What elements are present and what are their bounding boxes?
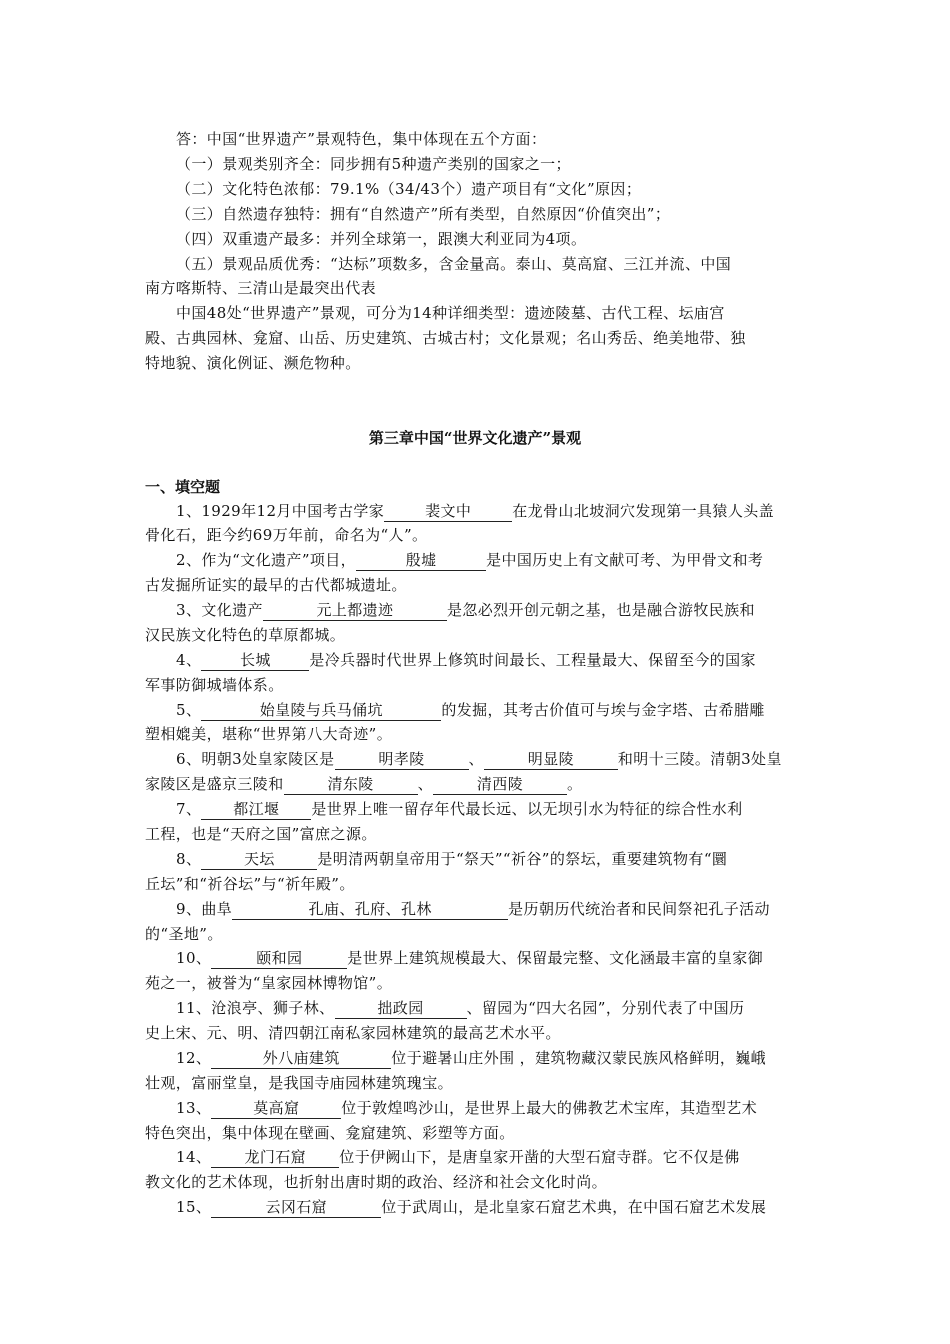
answer-point-3: （三）自然遗存独特：拥有“自然遗产”所有类型，自然原因“价值突出”；: [176, 205, 671, 223]
question-3: 3、文化遗产 元上都遗迹 是忽必烈开创元朝之基，也是融合游牧民族和: [176, 601, 755, 619]
answer-blank: 都江堰: [201, 800, 311, 820]
question-11-cont: 史上宋、元、明、清四朝江南私家园林建筑的最高艺术水平。: [145, 1024, 561, 1042]
question-8-cont: 丘坛”和“祈谷坛”与“祈年殿”。: [145, 875, 355, 893]
question-6-cont: 家陵区是盛京三陵和 清东陵 、 清西陵 。: [145, 775, 583, 793]
answer-point-1: （一）景观类别齐全：同步拥有5种遗产类别的国家之一；: [176, 155, 571, 173]
question-6: 6、明朝3处皇家陵区是 明孝陵 、 明显陵 和明十三陵。清朝3处皇: [176, 750, 782, 768]
question-7: 7、 都江堰 是世界上唯一留存年代最长远、以无坝引水为特征的综合性水利: [176, 800, 743, 818]
chapter-title: 第三章中国“世界文化遗产”景观: [368, 429, 582, 447]
question-8: 8、 天坛 是明清两朝皇帝用于“祭天”“祈谷”的祭坛，重要建筑物有“圜: [176, 850, 728, 868]
question-5: 5、 始皇陵与兵马俑坑 的发掘，其考古价值可与埃与金字塔、古希腊雕: [176, 701, 765, 719]
classification-paragraph-cont: 殿、古典园林、龛窟、山岳、历史建筑、古城古村；文化景观；名山秀岳、绝美地带、独: [145, 329, 746, 347]
answer-intro: 答：中国“世界遗产”景观特色，集中体现在五个方面：: [176, 130, 547, 148]
question-4: 4、 长城 是冷兵器时代世界上修筑时间最长、工程量最大、保留至今的国家: [176, 651, 756, 669]
question-4-cont: 军事防御城墙体系。: [145, 676, 284, 694]
answer-blank: 明孝陵: [335, 750, 469, 770]
question-9-cont: 的“圣地”。: [145, 925, 223, 943]
question-1: 1、1929年12月中国考古学家 裴文中 在龙骨山北坡洞穴发现第一具猿人头盖: [176, 502, 775, 520]
answer-point-5-cont: 南方喀斯特、三清山是最突出代表: [145, 279, 377, 297]
answer-blank: 殷墟: [356, 551, 486, 571]
classification-paragraph: 中国48处“世界遗产”景观，可分为14种详细类型：遗迹陵墓、古代工程、坛庙宫: [176, 304, 725, 322]
answer-point-2: （二）文化特色浓郁：79.1%（34/43个）遗产项目有“文化”原因；: [176, 180, 642, 198]
answer-blank: 外八庙建筑: [211, 1049, 391, 1069]
answer-blank: 明显陵: [484, 750, 618, 770]
question-2: 2、作为“文化遗产”项目， 殷墟 是中国历史上有文献可考、为甲骨文和考: [176, 551, 764, 569]
answer-blank: 元上都遗迹: [263, 601, 447, 621]
answer-blank: 天坛: [201, 850, 317, 870]
answer-blank: 莫高窟: [211, 1099, 341, 1119]
question-12: 12、 外八庙建筑 位于避暑山庄外围 ，建筑物藏汉蒙民族风格鲜明，巍峨: [176, 1049, 767, 1067]
answer-blank: 裴文中: [384, 502, 512, 522]
question-13: 13、 莫高窟 位于敦煌鸣沙山，是世界上最大的佛教艺术宝库，其造型艺术: [176, 1099, 758, 1117]
question-10-cont: 苑之一，被誉为“皇家园林博物馆”。: [145, 974, 393, 992]
answer-blank: 始皇陵与兵马俑坑: [201, 701, 441, 721]
question-10: 10、 颐和园 是世界上建筑规模最大、保留最完整、文化涵最丰富的皇家御: [176, 949, 764, 967]
classification-paragraph-end: 特地貌、演化例证、濒危物种。: [145, 354, 361, 372]
question-3-cont: 汉民族文化特色的草原都城。: [145, 626, 346, 644]
question-14: 14、 龙门石窟 位于伊阙山下，是唐皇家开凿的大型石窟寺群。它不仅是佛: [176, 1148, 740, 1166]
answer-point-5: （五）景观品质优秀：“达标”项数多，含金量高。泰山、莫高窟、三江并流、中国: [176, 255, 732, 273]
answer-blank: 长城: [201, 651, 309, 671]
answer-blank: 清西陵: [433, 775, 567, 795]
question-12-cont: 壮观，富丽堂皇，是我国寺庙园林建筑瑰宝。: [145, 1074, 454, 1092]
question-14-cont: 教文化的艺术体现，也折射出唐时期的政治、经济和社会文化时尚。: [145, 1173, 608, 1191]
question-2-cont: 古发掘所证实的最早的古代都城遗址。: [145, 576, 407, 594]
question-1-cont: 骨化石，距今约69万年前，命名为“人”。: [145, 526, 428, 544]
question-13-cont: 特色突出，集中体现在壁画、龛窟建筑、彩塑等方面。: [145, 1124, 515, 1142]
answer-blank: 龙门石窟: [211, 1148, 339, 1168]
question-5-cont: 塑相媲美，堪称“世界第八大奇迹”。: [145, 725, 393, 743]
section-title: 一、填空题: [145, 478, 221, 496]
question-11: 11、沧浪亭、狮子林、 拙政园 、留园为“四大名园”，分别代表了中国历: [176, 999, 745, 1017]
question-9: 9、曲阜 孔庙、孔府、孔林 是历朝历代统治者和民间祭祀孔子活动: [176, 900, 770, 918]
answer-point-4: （四）双重遗产最多：并列全球第一，跟澳大利亚同为4项。: [176, 230, 587, 248]
answer-blank: 孔庙、孔府、孔林: [232, 900, 508, 920]
question-7-cont: 工程，也是“天府之国”富庶之源。: [145, 825, 377, 843]
answer-blank: 清东陵: [284, 775, 418, 795]
answer-blank: 云冈石窟: [211, 1198, 381, 1218]
answer-blank: 颐和园: [211, 949, 347, 969]
question-15: 15、 云冈石窟 位于武周山，是北皇家石窟艺术典，在中国石窟艺术发展: [176, 1198, 767, 1216]
answer-blank: 拙政园: [335, 999, 467, 1019]
